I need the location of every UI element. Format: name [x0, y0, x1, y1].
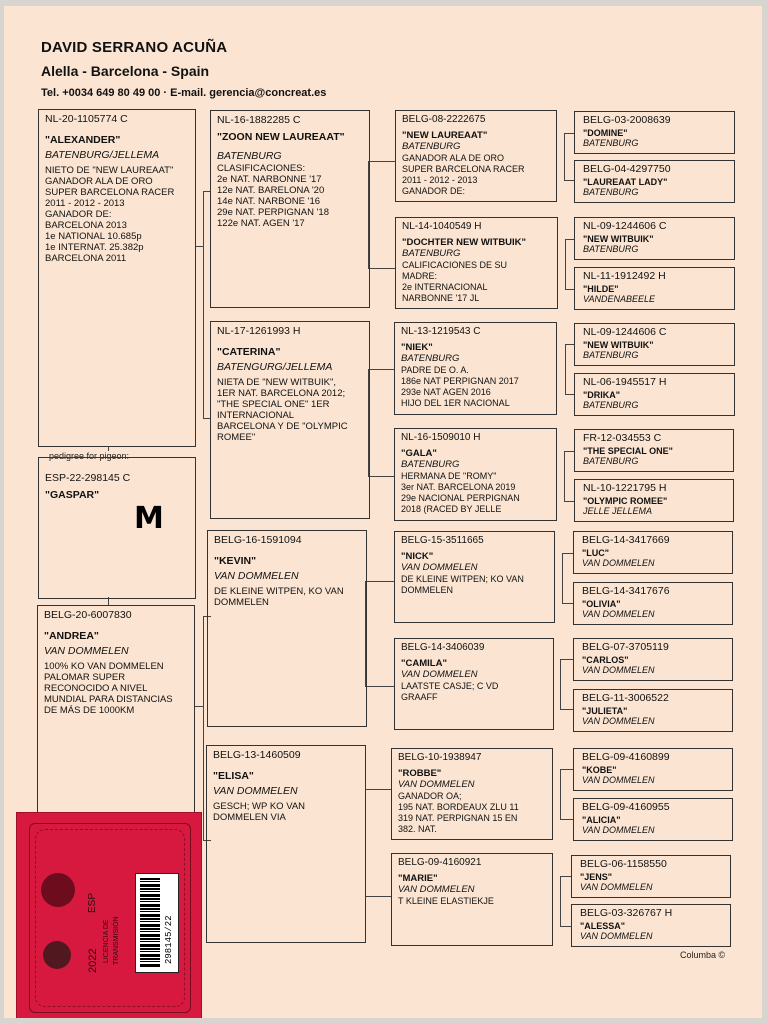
ring-number: NL-09-1244606 C: [583, 326, 667, 338]
subject-pigeon-card: [38, 457, 196, 599]
great-great-grandparent-card: [574, 323, 735, 366]
grandparent-card: [210, 321, 370, 519]
breeder-name: BATENBURG/JELLEMA: [45, 149, 160, 161]
breeder-name: VAN DOMMELEN: [398, 884, 475, 895]
pigeon-name: "ZOON NEW LAUREAAT": [217, 131, 345, 143]
great-great-grandparent-card: [573, 689, 733, 732]
connector: [560, 769, 561, 819]
great-great-grandparent-card: [574, 373, 735, 416]
pigeon-name: "JULIETA": [582, 706, 628, 716]
breeder-name: VAN DOMMELEN: [582, 609, 655, 619]
registration-sticker: [16, 812, 202, 1018]
connector: [565, 344, 574, 345]
pedigree-page: [4, 6, 762, 1018]
great-great-grandparent-card: [573, 748, 733, 791]
note-line: 29e NAT. PERPIGNAN '18: [217, 207, 329, 218]
note-line: HIJO DEL 1ER NACIONAL: [401, 398, 510, 408]
note-line: BARCELONA 2011: [45, 253, 127, 264]
great-great-grandparent-card: [574, 267, 735, 310]
ring-number: BELG-08-2222675: [402, 114, 486, 125]
connector: [564, 133, 565, 180]
breeder-name: BATENBURG: [583, 138, 639, 148]
note-line: 2011 - 2012 - 2013: [402, 175, 478, 185]
note-line: DOMMELEN: [401, 585, 454, 595]
pigeon-name: "GALA": [401, 448, 437, 459]
great-great-grandparent-card: [571, 855, 731, 898]
pigeon-name: "ELISA": [213, 770, 254, 782]
ring-number: NL-17-1261993 H: [217, 325, 301, 337]
breeder-name: VAN DOMMELEN: [580, 882, 653, 892]
great-great-grandparent-card: [571, 904, 731, 947]
breeder-name: BATENBURG: [402, 248, 461, 259]
great-great-grandparent-card: [573, 582, 733, 625]
connector: [368, 369, 394, 370]
note-line: 2e INTERNACIONAL: [402, 282, 488, 292]
sex-mark: M: [134, 501, 164, 536]
breeder-name: VAN DOMMELEN: [44, 645, 129, 657]
sticker-line1: LICENCIA DE: [103, 919, 110, 963]
note-line: CALIFICACIONES DE SU: [402, 260, 508, 270]
ring-number: BELG-09-4160899: [582, 751, 670, 763]
ring-number: ESP-22-298145 C: [45, 472, 131, 484]
pigeon-name: "DRIKA": [583, 390, 621, 400]
breeder-name: VAN DOMMELEN: [582, 716, 655, 726]
pedigree-for-label: pedigree for pigeon:: [46, 451, 132, 461]
connector: [562, 603, 573, 604]
ring-number: NL-13-1219543 C: [401, 326, 481, 337]
note-line: "THE SPECIAL ONE" 1ER: [217, 399, 330, 410]
great-grandparent-card: [391, 853, 553, 946]
note-line: GANADOR DE:: [402, 186, 466, 196]
pigeon-name: "NIEK": [401, 342, 433, 353]
breeder-name: BATENBURG: [583, 456, 639, 466]
note-line: GANADOR OA;: [398, 791, 462, 801]
great-great-grandparent-card: [573, 638, 733, 681]
connector: [365, 896, 391, 897]
note-line: PADRE DE O. A.: [401, 365, 469, 375]
note-line: CLASIFICACIONES:: [217, 163, 306, 174]
note-line: 2011 - 2012 - 2013: [45, 198, 125, 209]
pigeon-notes: [401, 681, 549, 703]
breeder-name: VAN DOMMELEN: [582, 775, 655, 785]
connector: [565, 344, 566, 394]
pigeon-name: "OLIVIA": [582, 599, 621, 609]
breeder-name: BATENBURG: [583, 350, 639, 360]
note-line: MADRE:: [402, 271, 438, 281]
note-line: GESCH; WP KO VAN: [213, 801, 306, 812]
pigeon-name: "GASPAR": [45, 489, 100, 501]
ring-number: NL-09-1244606 C: [583, 220, 667, 232]
note-line: SUPER BARCELONA RACER: [45, 187, 175, 198]
note-line: NIETA DE "NEW WITBUIK",: [217, 377, 336, 388]
note-line: RECONOCIDO A NIVEL: [44, 683, 148, 694]
note-line: 100% KO VAN DOMMELEN: [44, 661, 164, 672]
note-line: 1ER NAT. BARCELONA 2012;: [217, 388, 346, 399]
breeder-name: VAN DOMMELEN: [582, 825, 655, 835]
breeder-name: VAN DOMMELEN: [401, 562, 478, 573]
great-great-grandparent-card: [573, 798, 733, 841]
owner-location: Alella - Barcelona - Spain: [41, 63, 210, 79]
owner-name: DAVID SERRANO ACUÑA: [41, 39, 228, 56]
dam-card: [37, 605, 195, 820]
ring-number: BELG-13-1460509: [213, 749, 301, 761]
note-line: DOMMELEN: [214, 597, 269, 608]
connector: [365, 581, 394, 582]
pigeon-name: "ALEXANDER": [45, 134, 121, 146]
pigeon-name: "ALICIA": [582, 815, 621, 825]
connector: [565, 289, 574, 290]
great-grandparent-card: [394, 531, 555, 623]
connector: [203, 191, 204, 418]
ring-number: BELG-16-1591094: [214, 534, 302, 546]
note-line: GANADOR ALA DE ORO: [45, 176, 153, 187]
connector: [203, 616, 204, 840]
ring-number: BELG-06-1158550: [580, 858, 667, 870]
connector: [560, 769, 573, 770]
pigeon-name: "ROBBE": [398, 768, 442, 779]
ring-number: BELG-20-6007830: [44, 609, 132, 621]
note-line: 195 NAT. BORDEAUX ZLU 11: [398, 802, 519, 812]
ring-number: NL-10-1221795 H: [583, 482, 667, 494]
connector: [564, 501, 574, 502]
barcode: [135, 873, 179, 973]
pigeon-name: "OLYMPIC ROMEE": [583, 496, 668, 506]
note-line: NARBONNE '17 JL: [402, 293, 480, 303]
note-line: MUNDIAL PARA DISTANCIAS: [44, 694, 173, 705]
pigeon-name: "NICK": [401, 551, 434, 562]
ring-number: BELG-14-3417669: [582, 534, 670, 546]
ring-number: BELG-09-4160921: [398, 857, 482, 868]
pigeon-name: "NEW WITBUIK": [583, 234, 654, 244]
breeder-name: BATENBURG: [401, 353, 460, 364]
ring-number: BELG-04-4297750: [583, 163, 671, 175]
breeder-name: VAN DOMMELEN: [401, 669, 478, 680]
pigeon-name: "MARIE": [398, 873, 438, 884]
note-line: 12e NAT. BARELONA '20: [217, 185, 325, 196]
connector: [365, 789, 391, 790]
great-grandparent-card: [391, 748, 553, 840]
connector: [368, 161, 395, 162]
pigeon-name: "CATERINA": [217, 346, 281, 358]
note-line: NIETO DE "NEW LAUREAAT": [45, 165, 174, 176]
pigeon-notes: [217, 377, 365, 443]
great-great-grandparent-card: [573, 531, 733, 574]
ring-number: NL-11-1912492 H: [583, 270, 666, 282]
connector: [560, 876, 561, 926]
ring-number: BELG-03-2008639: [583, 114, 671, 126]
note-line: 382. NAT.: [398, 824, 437, 834]
pigeon-notes: [44, 661, 190, 716]
note-line: DE MÁS DE 1000KM: [44, 705, 135, 716]
pigeon-name: "THE SPECIAL ONE": [583, 446, 673, 456]
owner-contact: Tel. +0034 649 80 49 00 · E-mail. gerencia@concreat.es: [41, 87, 327, 99]
note-line: GANADOR DE:: [45, 209, 112, 220]
note-line: GANADOR ALA DE ORO: [402, 153, 505, 163]
pigeon-notes: [45, 165, 191, 264]
note-line: HERMANA DE "ROMY": [401, 471, 497, 481]
ring-number: NL-06-1945517 H: [583, 376, 667, 388]
great-grandparent-card: [394, 638, 554, 730]
sticker-year: 2022: [87, 948, 99, 973]
ring-number: BELG-14-3406039: [401, 642, 485, 653]
breeder-name: BATENBURG: [402, 141, 461, 152]
pigeon-name: "HILDE": [583, 284, 619, 294]
breeder-name: VAN DOMMELEN: [213, 785, 298, 797]
ring-number: NL-14-1040549 H: [402, 221, 482, 232]
ring-number: BELG-03-326767 H: [580, 907, 673, 919]
note-line: 29e NACIONAL PERPIGNAN: [401, 493, 520, 503]
great-grandparent-card: [394, 322, 557, 415]
pigeon-notes: [401, 365, 552, 409]
connector: [560, 819, 573, 820]
pigeon-name: "LUC": [582, 548, 610, 558]
breeder-name: VAN DOMMELEN: [214, 570, 299, 582]
sire-card: [38, 109, 196, 447]
sticker-country: ESP: [87, 892, 98, 913]
pigeon-name: "LAUREAAT LADY": [583, 177, 668, 187]
connector: [564, 180, 574, 181]
great-great-grandparent-card: [574, 479, 734, 522]
note-line: 1e INTERNAT. 25.382p: [45, 242, 144, 253]
ring-number: NL-16-1882285 C: [217, 114, 301, 126]
breeder-name: VAN DOMMELEN: [398, 779, 475, 790]
connector: [560, 876, 571, 877]
ring-number: NL-20-1105774 C: [45, 113, 128, 125]
connector: [564, 451, 574, 452]
ring-number: BELG-07-3705119: [582, 641, 669, 653]
note-line: T KLEINE ELASTIEKJE: [398, 896, 494, 906]
note-line: DE KLEINE WITPEN; KO VAN: [401, 574, 524, 584]
connector: [564, 133, 574, 134]
ring-number: NL-16-1509010 H: [401, 432, 481, 443]
connector: [368, 476, 394, 477]
sticker-line2: TRANSMISIÓN: [113, 916, 120, 965]
connector: [365, 686, 394, 687]
note-line: 186e NAT PERPIGNAN 2017: [401, 376, 519, 386]
breeder-name: BATENBURG: [217, 150, 282, 162]
connector: [560, 926, 571, 927]
note-line: 1e NATIONAL 10.685p: [45, 231, 142, 242]
great-great-grandparent-card: [574, 160, 735, 203]
note-line: SUPER BARCELONA RACER: [402, 164, 525, 174]
note-line: BARCELONA Y DE "OLYMPIC: [217, 421, 348, 432]
grandparent-card: [207, 530, 367, 727]
pigeon-name: "NEW LAUREAAT": [402, 130, 488, 141]
connector: [195, 246, 203, 247]
pigeon-name: "CARLOS": [582, 655, 629, 665]
note-line: 14e NAT. NARBONE '16: [217, 196, 321, 207]
breeder-name: VAN DOMMELEN: [580, 931, 653, 941]
great-grandparent-card: [395, 110, 557, 202]
breeder-name: BATENBURG: [583, 244, 639, 254]
note-line: BARCELONA 2013: [45, 220, 127, 231]
emblem-icon: [41, 873, 75, 907]
connector: [560, 709, 573, 710]
pigeon-name: "DOCHTER NEW WITBUIK": [402, 237, 527, 248]
pigeon-name: "JENS": [580, 872, 613, 882]
connector: [562, 553, 573, 554]
connector: [565, 394, 574, 395]
great-great-grandparent-card: [574, 111, 735, 154]
connector: [562, 553, 563, 603]
note-line: 2018 (RACED BY JELLE: [401, 504, 502, 514]
note-line: 2e NAT. NARBONNE '17: [217, 174, 322, 185]
note-line: 3er NAT. BARCELONA 2019: [401, 482, 516, 492]
breeder-name: BATENBURG: [583, 400, 639, 410]
pigeon-notes: [401, 574, 550, 596]
ring-number: BELG-15-3511665: [401, 535, 484, 546]
great-grandparent-card: [394, 428, 557, 521]
pigeon-notes: [402, 153, 552, 197]
pigeon-name: "KOBE": [582, 765, 617, 775]
ring-number: BELG-11-3006522: [582, 692, 669, 704]
note-line: PALOMAR SUPER: [44, 672, 126, 683]
note-line: 319 NAT. PERPIGNAN 15 EN: [398, 813, 518, 823]
pigeon-name: "DOMINE": [583, 128, 628, 138]
note-line: 293e NAT AGEN 2016: [401, 387, 491, 397]
pigeon-name: "KEVIN": [214, 555, 257, 567]
pigeon-name: "CAMILA": [401, 658, 447, 669]
ring-number: FR-12-034553 C: [583, 432, 662, 444]
pigeon-notes: [398, 791, 548, 835]
seal-icon: [43, 941, 71, 969]
note-line: INTERNACIONAL: [217, 410, 295, 421]
connector: [195, 706, 203, 707]
connector: [565, 239, 566, 289]
connector: [565, 239, 574, 240]
barcode-number: 298145/22: [164, 915, 174, 964]
connector: [560, 659, 573, 660]
grandparent-card: [210, 110, 370, 308]
breeder-name: VANDENABEELE: [583, 294, 656, 304]
breeder-name: BATENGURG/JELLEMA: [217, 361, 333, 373]
pigeon-name: "NEW WITBUIK": [583, 340, 654, 350]
great-great-grandparent-card: [574, 217, 735, 260]
note-line: DOMMELEN VIA: [213, 812, 286, 823]
breeder-name: JELLE JELLEMA: [583, 506, 653, 516]
breeder-name: BATENBURG: [583, 187, 639, 197]
pigeon-notes: [402, 260, 553, 304]
connector: [560, 659, 561, 709]
breeder-name: BATENBURG: [401, 459, 460, 470]
pigeon-notes: [401, 471, 552, 515]
pigeon-name: "ALESSA": [580, 921, 626, 931]
note-line: GRAAFF: [401, 692, 438, 702]
note-line: DE KLEINE WITPEN, KO VAN: [214, 586, 344, 597]
note-line: 122e NAT. AGEN '17: [217, 218, 305, 229]
footer-brand: Columba ©: [680, 950, 726, 960]
ring-number: BELG-14-3417676: [582, 585, 670, 597]
breeder-name: VAN DOMMELEN: [582, 558, 655, 568]
connector: [564, 451, 565, 501]
ring-number: BELG-09-4160955: [582, 801, 670, 813]
pigeon-notes: [398, 896, 548, 907]
ring-number: BELG-10-1938947: [398, 752, 482, 763]
breeder-name: VAN DOMMELEN: [582, 665, 655, 675]
connector: [368, 268, 395, 269]
great-grandparent-card: [395, 217, 558, 309]
great-great-grandparent-card: [574, 429, 734, 472]
note-line: ROMEE": [217, 432, 256, 443]
note-line: LAATSTE CASJE; C VD: [401, 681, 499, 691]
pigeon-notes: [213, 801, 361, 823]
pigeon-name: "ANDREA": [44, 630, 99, 642]
barcode-bars: [140, 878, 160, 968]
pigeon-notes: [214, 586, 362, 608]
pigeon-notes: [217, 163, 365, 229]
grandparent-card: [206, 745, 366, 943]
